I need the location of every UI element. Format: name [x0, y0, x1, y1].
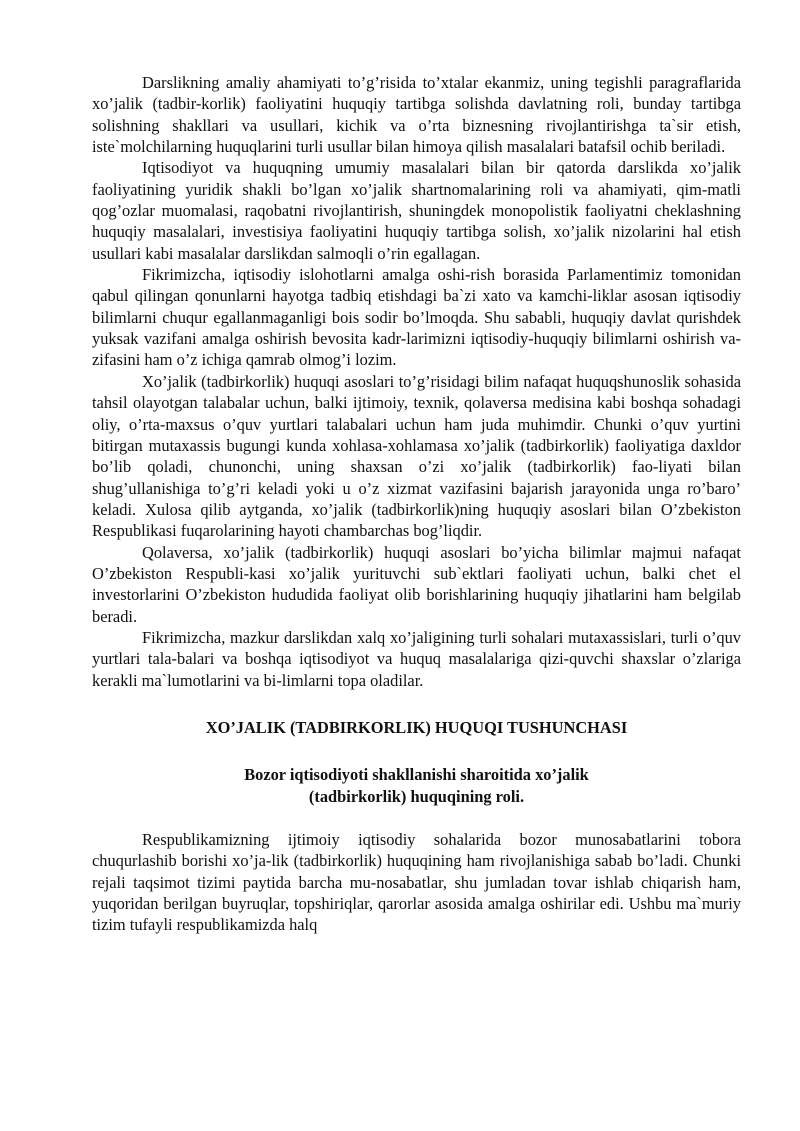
- paragraph-market-relations: Respublikamizning ijtimoiy iqtisodiy sohalarida bozor munosabatlarini tobora chuqurlashib borishi xo’ja-lik (tadbirkorlik) huquqining ham rivojlanishiga sabab bo’ladi. Chunki rejali taqsimot tizimi paytida barcha mu-nosabatlar, shu jumladan tovar ishlab chiqarish ham, yuqoridan berilgan buyruqlar, topshiriqlar, qarorlar asosida amalga oshirilar edi. Ushbu ma`muriy tizim tufayli respublikamizda halq: [92, 829, 741, 935]
- paragraph-parliament-reforms: Fikrimizcha, iqtisodiy islohotlarni amalga oshi-rish borasida Parlamentimiz tomonidan qabul qilingan qonunlarni hayotga tadbiq etishdagi ba`zi xato va kamchi-liklar asosan iqtisodiy bilimlarni chuqur egallanmaganligi bois sodir bo’lmoqda. Shu sababli, huquqiy davlat qurishdek yuksak vazifani amalga oshirish bevosita kadr-larimizni iqtisodiy-huquqiy bilimlarni oshirish va-zifasini ham o’z ichiga qamrab olmog’i lozim.: [92, 265, 741, 370]
- subheading-line-1: Bozor iqtisodiyoti shakllanishi sharoitida xo’jalik: [244, 764, 589, 784]
- paragraph-economy-and-law: Iqtisodiyot va huquqning umumiy masalalari bilan bir qatorda darslikda xo’jalik faoliyatining yuridik shakli bo’lgan xo’jalik shartnomalarining roli va ahamiyati, qim-matli qog’ozlar muomalasi, raqobatni rivojlantirish, shuningdek monopolistik faoliyatni cheklashning huquqiy masalalari, investisiya faoliyatini huquqiy tartibga solish, xo’jalik nizolarini hal etish usullari kabi masalalar darslikdan salmoqli o’rin egallagan.: [92, 158, 741, 263]
- section-heading: XO’JALIK (TADBIRKORLIK) HUQUQI TUSHUNCHASI: [205, 717, 628, 737]
- section-subheading: [92, 764, 741, 808]
- paragraph-target-audience: Fikrimizcha, mazkur darslikdan xalq xo’jaligining turli sohalari mutaxassislari, turli o’quv yurtlari tala-balari va boshqa iqtisodiyot va huquq masalalariga qizi-quvchi shaxslar o’zlariga kerakli ma`lumotlarini va bi-limlarni topa oladilar.: [92, 627, 741, 690]
- paragraph-knowledge-importance: Xo’jalik (tadbirkorlik) huquqi asoslari to’g’risidagi bilim nafaqat huquqshunoslik sohasida tahsil olayotgan talabalar uchun, balki ijtimoiy, texnik, qolaversa medisina kabi boshqa sohadagi oliy, o’rta-maxsus o’quv yurtlari talabalari uchun ham juda muhimdir. Chunki o’quv yurtini bitirgan mutaxassis bugungi kunda xohlasa-xohlamasa xo’jalik (tadbirkorlik) faoliyatiga daxldor bo’lib qoladi, chunonchi, uning shaxsan o’zi xo’jalik (tadbirkorlik) fao-liyati bilan shug’ullanishiga to’g’ri keladi yoki u o’z xizmat vazifasini bajarish jarayonida unga ro’baro’ keladi. Xulosa qilib aytganda, xo’jalik (tadbirkorlik)ning huquqiy asoslari bilan O’zbekiston Respublikasi fuqarolarining hayoti chambarchas bog’liqdir.: [92, 371, 741, 541]
- paragraph-foreign-investors: Qolaversa, xo’jalik (tadbirkorlik) huquqi asoslari bo’yicha bilimlar majmui nafaqat O’zbekiston Respubli-kasi xo’jalik yurituvchi sub`ektlari faoliyati uchun, balki chet el investorlarini O’zbekiston hududida faoliyat olib borishlarining huquqiy jihatlarini ham belgilab beradi.: [92, 542, 741, 626]
- document-page: [92, 72, 741, 936]
- subheading-line-2: (tadbirkorlik) huquqining roli.: [308, 786, 525, 806]
- paragraph-practical-significance: Darslikning amaliy ahamiyati to’g’risida to’xtalar ekanmiz, uning tegishli paragraflarida xo’jalik (tadbir-korlik) faoliyatini huquqiy tartibga solishda davlatning roli, bunday tartibga solishning shakllari va usullari, kichik va o’rta biznesning rivojlantirishga ta`sir etish, iste`molchilarning huquqlarini turli usullar bilan himoya qilish masalalari batafsil ochib beriladi.: [92, 73, 741, 157]
